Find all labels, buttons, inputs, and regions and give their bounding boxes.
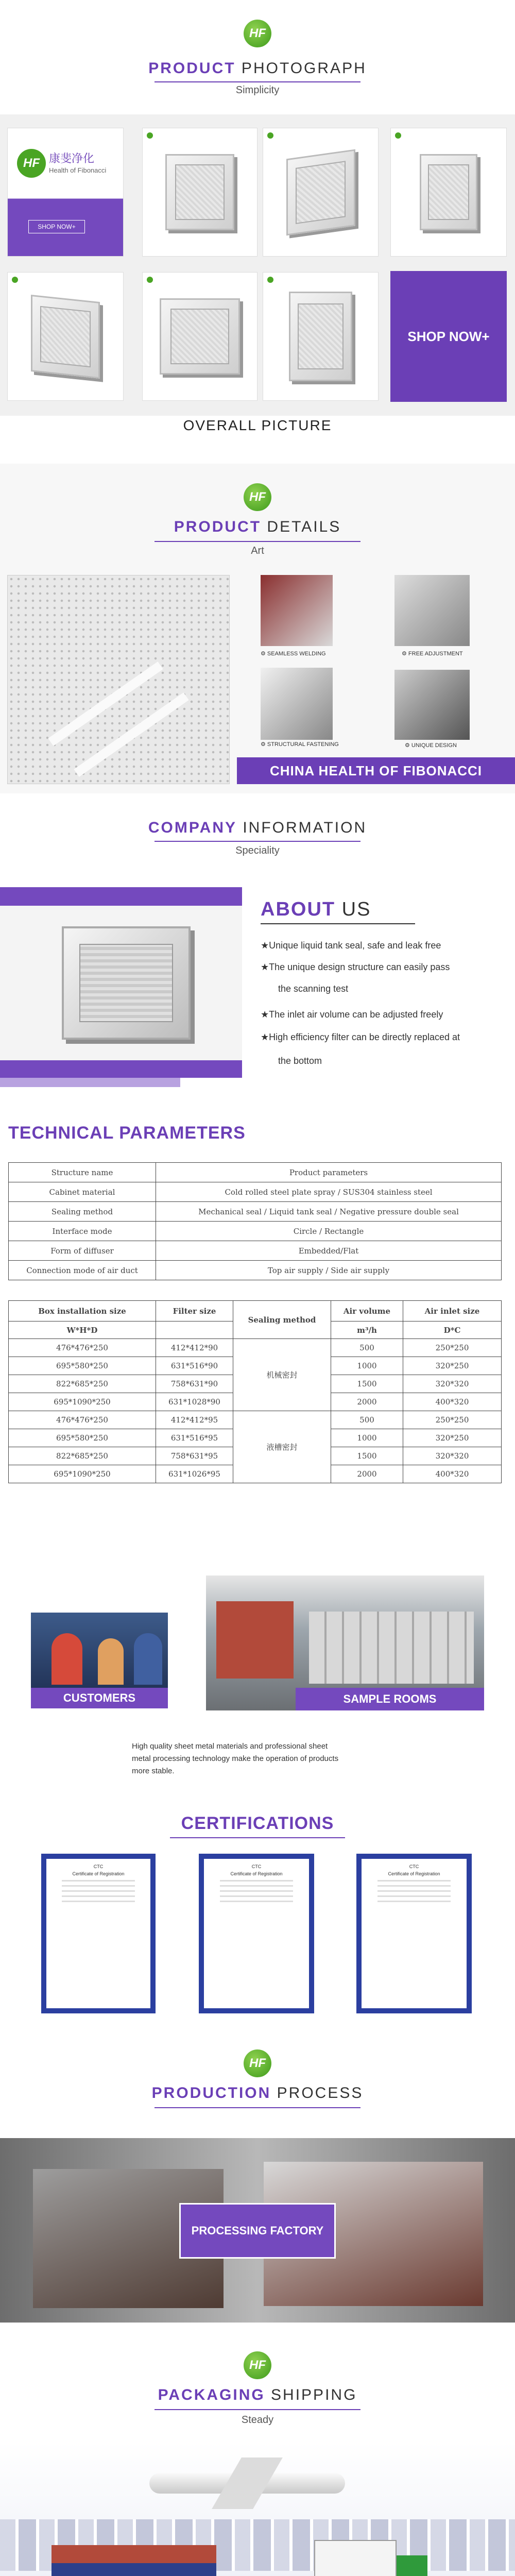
col-header: Sealing method [233, 1301, 331, 1339]
title-underline [154, 2409, 360, 2410]
size-cell: 822*685*250 [9, 1375, 156, 1393]
section-title [0, 819, 515, 837]
brand-cn: 康斐净化 [49, 152, 95, 165]
hf-logo-icon: HF [17, 149, 46, 178]
section-title [0, 2084, 515, 2102]
certificate-1[interactable]: CTC Certificate of Registration [41, 1854, 156, 2013]
title-bold: PRODUCTION [151, 2084, 271, 2102]
about-bullet-2: ★The unique design structure can easily pass [261, 962, 450, 972]
unit-cell: W*H*D [9, 1321, 156, 1339]
cert-title: CERTIFICATIONS [181, 1814, 334, 1833]
unit-cell: m³/h [331, 1321, 403, 1339]
title-rest: PROCESS [271, 2084, 364, 2102]
perforated-panel-photo [7, 575, 230, 784]
brand-en: Health of Fibonacci [49, 166, 107, 174]
product-photo-4[interactable] [7, 272, 124, 401]
size-cell: 2000 [331, 1465, 403, 1483]
product-photo-2[interactable] [263, 128, 379, 257]
col-header: Filter size [156, 1301, 233, 1321]
params-table [8, 1162, 502, 1280]
about-underline [261, 923, 415, 924]
hf-logo-icon: HF [244, 483, 271, 511]
col-header: Air inlet size [403, 1301, 502, 1321]
title-underline [154, 2107, 360, 2108]
title-rest: PHOTOGRAPH [235, 60, 367, 77]
about-bullet-2b: the scanning test [278, 984, 349, 994]
size-cell: 631*1028*90 [156, 1393, 233, 1411]
param-cell: Cold rolled steel plate spray / SUS304 stainless steel [156, 1182, 502, 1202]
size-cell: 400*320 [403, 1465, 502, 1483]
size-cell: 250*250 [403, 1339, 502, 1357]
shipping-illustration [0, 2442, 515, 2576]
size-cell: 320*250 [403, 1429, 502, 1447]
title-bold: PRODUCT [148, 60, 236, 77]
size-row [9, 1339, 502, 1357]
title-underline [154, 81, 360, 82]
about-bullet-4: ★High efficiency filter can be directly replaced at [261, 1032, 460, 1042]
title-underline [154, 841, 360, 842]
section-title [0, 2386, 515, 2404]
brand-banner: CHINA HEALTH OF FIBONACCI [237, 757, 515, 784]
detail-label-2: ⚙ FREE ADJUSTMENT [402, 651, 463, 657]
customers-label: CUSTOMERS [31, 1688, 168, 1708]
hf-logo-icon: HF [244, 2049, 271, 2077]
overall-picture-label: OVERALL PICTURE [183, 417, 332, 433]
size-cell: 1000 [331, 1429, 403, 1447]
about-bullet-4b: the bottom [278, 1056, 322, 1066]
shop-now-button[interactable]: SHOP NOW+ [390, 271, 507, 402]
size-cell: 1500 [331, 1375, 403, 1393]
size-cell: 695*1090*250 [9, 1393, 156, 1411]
size-cell: 631*1026*95 [156, 1465, 233, 1483]
size-cell: 476*476*250 [9, 1411, 156, 1429]
detail-photo-adjust [394, 575, 470, 646]
size-cell: 320*320 [403, 1375, 502, 1393]
cert-underline [170, 1837, 345, 1838]
detail-photo-fastening [261, 668, 333, 740]
detail-label-1: ⚙ SEAMLESS WELDING [261, 651, 326, 657]
size-cell: 758*631*95 [156, 1447, 233, 1465]
size-cell: 695*580*250 [9, 1429, 156, 1447]
about-bullet-1: ★Unique liquid tank seal, safe and leak free [261, 940, 441, 951]
size-cell: 500 [331, 1411, 403, 1429]
param-cell: Form of diffuser [9, 1241, 156, 1261]
hf-logo-icon: HF [244, 2351, 271, 2379]
param-cell: Product parameters [156, 1163, 502, 1182]
size-cell: 500 [331, 1339, 403, 1357]
param-cell: Embedded/Flat [156, 1241, 502, 1261]
section-subtitle: Steady [241, 2414, 274, 2426]
param-row [9, 1202, 502, 1222]
detail-label-3: ⚙ STRUCTURAL FASTENING [261, 741, 339, 748]
hf-logo-icon: HF [244, 20, 271, 47]
sample-rooms-label: SAMPLE ROOMS [296, 1688, 484, 1710]
about-accent-bar [0, 1078, 180, 1087]
size-cell: 631*516*90 [156, 1357, 233, 1375]
size-cell: 412*412*95 [156, 1411, 233, 1429]
param-cell: Connection mode of air duct [9, 1261, 156, 1280]
title-bold: PRODUCT [174, 518, 262, 535]
customers-photo [31, 1613, 168, 1699]
title-bold: COMPANY [148, 819, 237, 836]
size-cell: 631*516*95 [156, 1429, 233, 1447]
size-cell: 400*320 [403, 1393, 502, 1411]
detail-label-4: ⚙ UNIQUE DESIGN [405, 742, 457, 749]
size-cell: 1500 [331, 1447, 403, 1465]
section-title [0, 60, 515, 77]
unit-cell: D*C [403, 1321, 502, 1339]
param-cell: Cabinet material [9, 1182, 156, 1202]
detail-photo-design [394, 670, 470, 740]
tech-title: TECHNICAL PARAMETERS [8, 1123, 246, 1143]
param-row [9, 1222, 502, 1241]
about-bullet-3: ★The inlet air volume can be adjusted freely [261, 1009, 443, 1020]
detail-photo-welding [261, 575, 333, 646]
param-cell: Mechanical seal / Liquid tank seal / Negative pressure double seal [156, 1202, 502, 1222]
filter-box-image [62, 926, 191, 1040]
processing-factory-label: PROCESSING FACTORY [179, 2203, 336, 2259]
size-cell: 758*631*90 [156, 1375, 233, 1393]
size-row [9, 1411, 502, 1429]
brand-card[interactable] [7, 128, 124, 257]
param-cell: Structure name [9, 1163, 156, 1182]
col-header: Air volume [331, 1301, 403, 1321]
size-cell: 250*250 [403, 1411, 502, 1429]
param-cell: Top air supply / Side air supply [156, 1261, 502, 1280]
title-bold: PACKAGING [158, 2386, 265, 2403]
size-cell: 1000 [331, 1357, 403, 1375]
size-cell: 机械密封 [233, 1339, 331, 1411]
product-photo-5[interactable] [142, 272, 258, 401]
size-cell: 412*412*90 [156, 1339, 233, 1357]
param-row [9, 1261, 502, 1280]
shop-now-small-button[interactable]: SHOP NOW+ [28, 220, 85, 233]
certificate-2[interactable]: CTC Certificate of Registration [199, 1854, 314, 2013]
size-cell: 476*476*250 [9, 1339, 156, 1357]
param-cell: Sealing method [9, 1202, 156, 1222]
size-cell: 822*685*250 [9, 1447, 156, 1465]
param-cell: Circle / Rectangle [156, 1222, 502, 1241]
size-cell: 2000 [331, 1393, 403, 1411]
title-rest: SHIPPING [265, 2386, 357, 2403]
certificate-3[interactable]: CTC Certificate of Registration [356, 1854, 472, 2013]
title-rest: DETAILS [261, 518, 341, 535]
product-photo-1[interactable] [142, 128, 258, 257]
unit-cell [156, 1321, 233, 1339]
quality-paragraph: High quality sheet metal materials and professional sheet metal processing technology make the operation of products more stable. [132, 1742, 339, 1775]
product-photo-6[interactable] [263, 272, 379, 401]
truck-icon [314, 2540, 397, 2576]
size-cell: 320*320 [403, 1447, 502, 1465]
title-rest: INFORMATION [237, 819, 367, 836]
param-row [9, 1163, 502, 1182]
param-cell: Interface mode [9, 1222, 156, 1241]
size-cell: 液槽密封 [233, 1411, 331, 1483]
about-title: ABOUT US [261, 899, 371, 920]
size-cell: 695*580*250 [9, 1357, 156, 1375]
size-table [8, 1300, 502, 1483]
param-row [9, 1241, 502, 1261]
title-underline [154, 541, 360, 542]
col-header: Box installation size [9, 1301, 156, 1321]
section-subtitle: Art [251, 545, 264, 556]
size-cell: 695*1090*250 [9, 1465, 156, 1483]
section-subtitle: Speciality [235, 845, 280, 856]
size-cell: 320*250 [403, 1357, 502, 1375]
product-photo-3[interactable] [390, 128, 507, 257]
section-title [0, 518, 515, 536]
ship-icon [52, 2545, 216, 2576]
section-subtitle: Simplicity [235, 84, 280, 96]
param-row [9, 1182, 502, 1202]
about-photo [0, 906, 242, 1060]
